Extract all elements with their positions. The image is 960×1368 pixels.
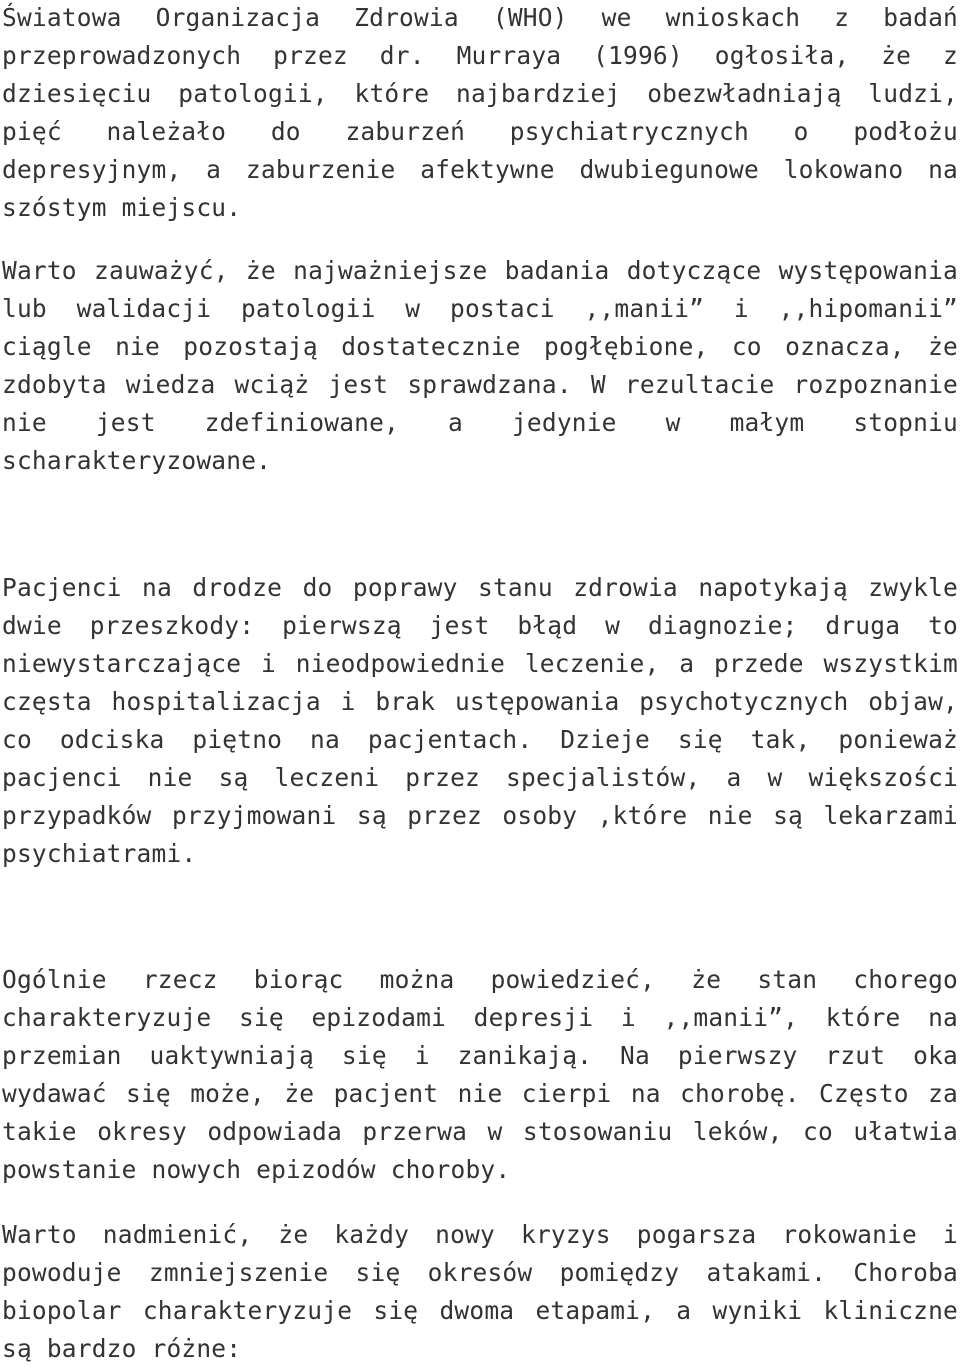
paragraph-mania-research: Warto zauważyć, że najważniejsze badania dotyczące występowania lub walidacji patologii w postaci ,,manii” i ,,hipomanii” ciągle nie pozostają dostatecznie pogłębione, co oznacza, że zdobyta wiedza wciąż jest sprawdzana. W rezultacie rozpoznanie nie jest zdefiniowane, a jedynie w małym stopniu scharakteryzowane. — [2, 256, 958, 475]
paragraph-crisis-prognosis: Warto nadmienić, że każdy nowy kryzys pogarsza rokowanie i powoduje zmniejszenie się okresów pomiędzy atakami. Choroba biopolar charakteryzuje się dwoma etapami, a wyniki kliniczne są bardzo różne: — [2, 1220, 958, 1363]
paragraph-patient-obstacles: Pacjenci na drodze do poprawy stanu zdrowia napotykają zwykle dwie przeszkody: pierwszą jest błąd w diagnozie; druga to niewystarczające i nieodpowiednie leczenie, a przede wszystkim częsta hospitalizacja i brak ustępowania psychotycznych objaw, co odciska piętno na pacjentach. Dzieje się tak, ponieważ pacjenci nie są leczeni przez specjalistów, a w większości przypadków przyjmowani są przez osoby ,które nie są lekarzami psychiatrami. — [2, 573, 958, 868]
paragraph-who-study: Światowa Organizacja Zdrowia (WHO) we wnioskach z badań przeprowadzonych przez dr. Murraya (1996) ogłosiła, że z dziesięciu patologii, które najbardziej obezwładniają ludzi, pięć należało do zaburzeń psychiatrycznych o podłożu depresyjnym, a zaburzenie afektywne dwubiegunowe lokowano na szóstym miejscu. — [2, 3, 958, 222]
paragraph-episodes: Ogólnie rzecz biorąc można powiedzieć, że stan chorego charakteryzuje się epizodami depresji i ,,manii”, które na przemian uaktywniają się i zanikają. Na pierwszy rzut oka wydawać się może, że pacjent nie cierpi na chorobę. Często za takie okresy odpowiada przerwa w stosowaniu leków, co ułatwia powstanie nowych epizodów choroby. — [2, 965, 958, 1184]
